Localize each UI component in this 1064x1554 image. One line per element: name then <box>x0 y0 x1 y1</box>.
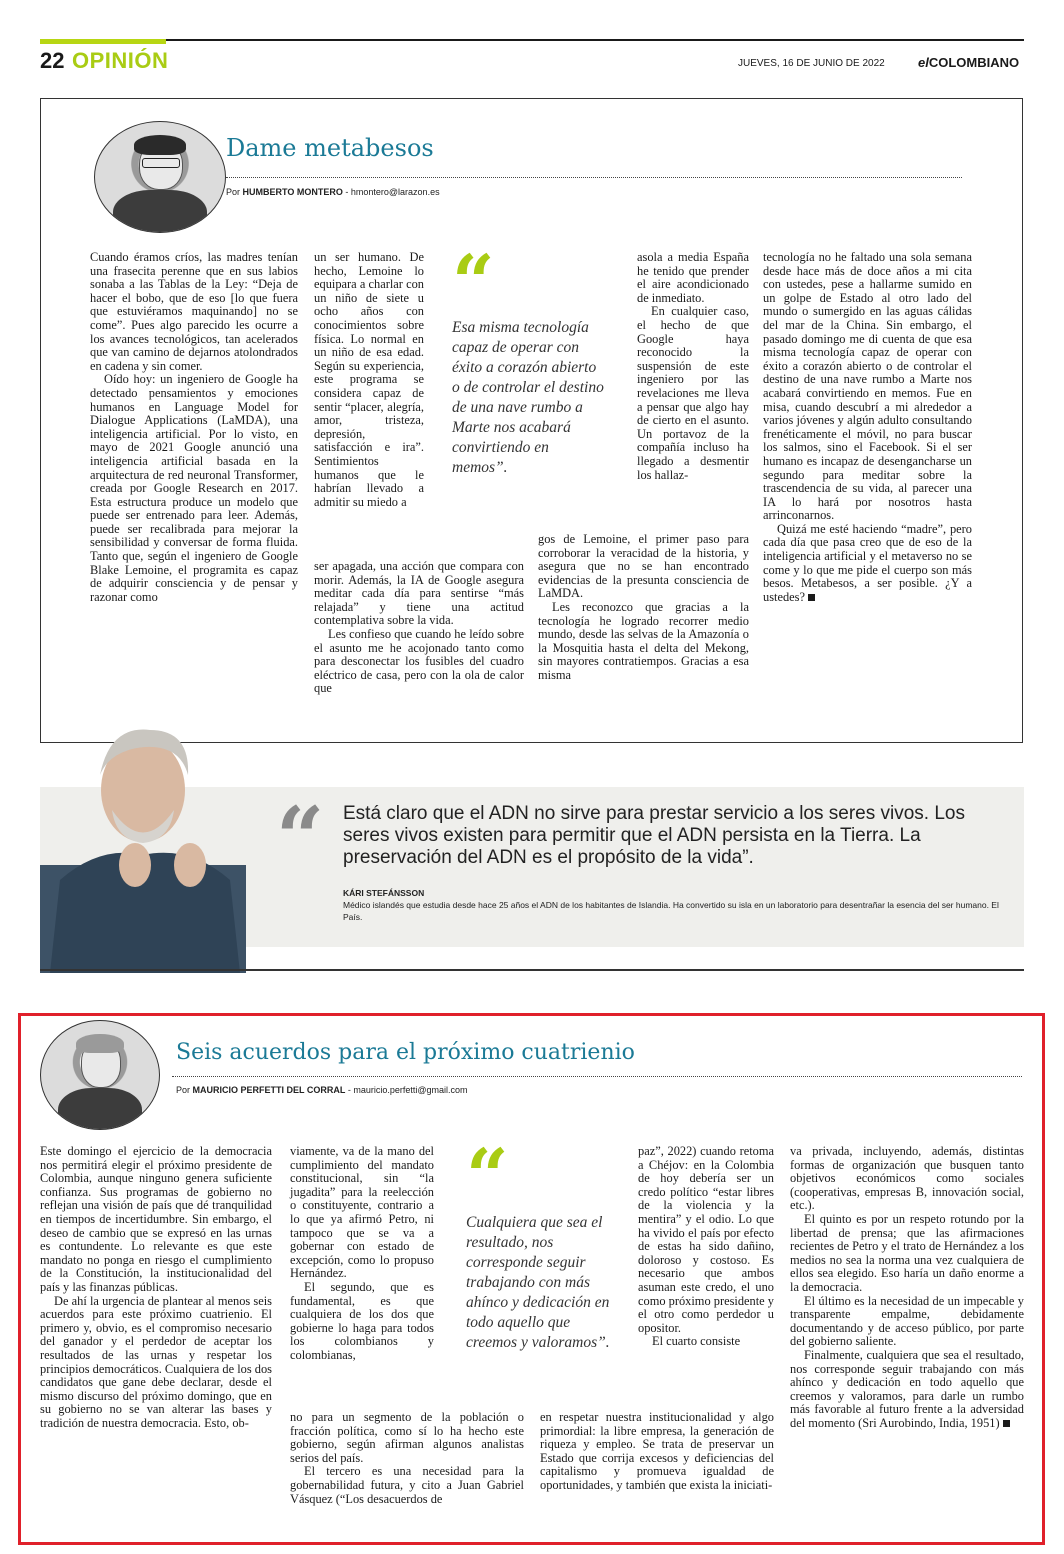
article-1-column-3-top <box>637 251 749 482</box>
article-2-column-2-top <box>290 1145 434 1363</box>
paragraph: El tercero es una necesidad para la gobernabilidad futura, y cito a Juan Gabriel Vásquez (“Los desacuerdos de <box>290 1464 524 1506</box>
article-2-byline <box>176 1085 468 1095</box>
paragraph: un ser humano. De hecho, Lemoine lo equipara a charlar con un niño de siete u ocho años con conocimientos sobre física. Lo normal en un niño de esa edad. Según su experiencia, este programa se considera capaz de sentir “placer, alegría, amor, tristeza, depresión, satisfacción e ira”. Sentimientos humanos que le habrían llevado a admitir su miedo a <box>314 250 424 509</box>
paragraph: El quinto es por un respeto rotundo por la libertad de prensa; que las afirmaciones recientes de Petro y el trato de Hernández a los medios no sea la norma una vez cualquiera de ellos sea elegido. Eso haría un daño enorme a la democracia. <box>790 1211 1024 1294</box>
logo-prefix: el <box>918 55 929 70</box>
article-2-column-1 <box>40 1145 272 1430</box>
article-1-column-2-top <box>314 251 424 509</box>
article-1-column-1 <box>90 251 298 604</box>
author-name: HUMBERTO MONTERO <box>242 187 343 197</box>
paragraph: El cuarto consiste <box>652 1334 741 1349</box>
paragraph: El segundo, que es fundamental, es que cualquiera de los dos que gobierne lo haga para todos los colombianos y colombianas, <box>290 1279 434 1362</box>
section-title: OPINIÓN <box>72 48 169 73</box>
paragraph: asola a media España he tenido que prender el aire acondicionado de inmediato. <box>637 250 749 305</box>
featured-quote: Está claro que el ADN no sirve para prestar servicio a los seres vivos. Los seres vivos existen para permitir que el ADN persista en la Tierra. La preservación del ADN es el propósito de la vida”. <box>343 803 965 868</box>
paragraph: Este domingo el ejercicio de la democracia nos permitirá elegir el próximo presidente de Colombia, aunque ninguno genera suficiente confianza. Sus programas de gobierno no reflejan una visión de país que dé tranquilidad en tiempos de incertidumbre. Sin embargo, el deseo de cambio que se expresó en las urnas es contundente. Lo relevante es que este mandato no ponga en riesgo el cumplimiento de la Constitución, la institucionalidad del país y las finanzas públicas. <box>40 1144 272 1294</box>
author-email[interactable]: - hmontero@larazon.es <box>345 187 440 197</box>
paragraph: El último es la necesidad de un impecable y transparente empalme, debidamente documentando y de acceso público, por parte del gobierno saliente. <box>790 1293 1024 1349</box>
article-1-column-4 <box>763 251 972 604</box>
header-rule <box>40 39 1024 41</box>
quote-author-description: Médico islandés que estudia desde hace 25 años el ADN de los habitantes de Islandia. Ha convertido su isla en un laboratorio para desentrañar la esencia del ser humano. El País. <box>343 900 999 922</box>
header-accent-bar <box>40 39 166 44</box>
title-rule <box>172 1075 1022 1077</box>
paragraph: tecnología no he faltado una sola semana desde hace más de doce años a mi cita con ustedes, pese a hallarme sumido en un golpe de Estado al otro lado del mundo o sumergido en las aguas cálidas del mar de la China. Sin embargo, el pasado domingo me di cuenta de que esa misma tecnología capaz de operar con éxito a corazón abierto o de controlar el destino de una nave rumbo a Marte nos acabará convirtiendo en memos. Fue en misa, cuando descubrí a mi alrededor a varios jóvenes y algún adulto consultando frenéticamente el móvil, no para buscar los salmos, sino el Facebook. Si el ser humano es incapaz de desengancharse un segundo para meditar sobre la trascendencia de su vida, al parecer una IA lo hará por nosotros hasta arrinconarnos. <box>763 250 972 523</box>
newspaper-logo <box>918 55 1019 70</box>
author-name: MAURICIO PERFETTI DEL CORRAL <box>192 1085 346 1095</box>
quote-speaker-photo <box>40 715 246 973</box>
paragraph: Les reconozco que gracias a la tecnología he logrado recorrer medio mundo, desde las selvas de la Amazonía o la Mosquitia hasta el delta del Mekong, sin mayores contratiempos. Gracias a esa misma <box>538 599 749 682</box>
paragraph: viamente, va de la mano del cumplimiento del mandato constitucional, sin “la jugadita” para la reelección o constituyente, contrario a lo que ya afirmó Petro, ni tampoco que se va a gobernar con estado de excepción, como lo propuso Hernández. <box>290 1144 434 1281</box>
end-mark-icon <box>1003 1420 1010 1427</box>
by-prefix: Por <box>226 187 241 197</box>
paragraph: Quizá me esté haciendo “madre”, pero cada día que pasa creo que de eso de la inteligencia artificial y el metaverso no se come y lo que me pide el cuerpo son más besos. Metabesos, a ser posible. ¿Y a ustedes? <box>763 521 972 604</box>
end-mark-icon <box>808 594 815 601</box>
author-portrait-1 <box>94 121 226 233</box>
paragraph: Finalmente, cualquiera que sea el resultado, nos corresponde seguir trabajando con más ahínco y dedicación en todo aquello que creemos y valoramos, para darle un rumbo más favorable al futuro frente a la adversidad del momento (Sri Aurobindo, India, 1951) <box>790 1347 1024 1430</box>
paragraph: Cuando éramos críos, las madres tenían una frasecita perenne que en sus labios sonaba a las Tablas de la Ley: “Deja de hacer el bobo, que de eso [lo que fuera que estuviéramos maquinando] no se come”. Pues algo parecido les ocurre a los avances tecnológicos, tan acelerados que van camino de dejarnos atolondrados en cadena y sin comer. <box>90 250 298 373</box>
paragraph: Oído hoy: un ingeniero de Google ha detectado pensamientos y emociones humanos en Language Model for Dialogue Applications (LaMDA), una inteligencia artificial. Por lo visto, en mayo de 2021 Google anunció una inteligencia artificial basada en la arquitectura de red neuronal Transformer, creada por Google Research en 2017. Esta estructura produce un modelo que puede ser entrenado para leer. Además, puede ser recalibrada para mejorar la sensibilidad y conversar de forma fluida. Tanto que, según el ingeniero de Google Blake Lemoine, el programita es capaz de adquirir consciencia y de pensar y razonar como <box>90 372 298 604</box>
article-2-column-3-top <box>638 1145 774 1349</box>
page-number: 22 <box>40 48 65 73</box>
paragraph: gos de Lemoine, el primer paso para corroborar la veracidad de la historia, y asegura que no se han encontrado evidencias de la presunta consciencia de LaMDA. <box>538 532 749 601</box>
paragraph: no para un segmento de la población o fracción política, como sí lo ha hecho este gobierno, según afirman algunos analistas serios del país. <box>290 1410 524 1465</box>
author-email[interactable]: - mauricio.perfetti@gmail.com <box>347 1085 468 1095</box>
article-2-column-3-bottom <box>540 1411 774 1493</box>
issue-date: JUEVES, 16 DE JUNIO DE 2022 <box>738 58 885 69</box>
article-2-pull-quote: Cualquiera que sea el resultado, nos corresponde seguir trabajando con más ahínco y dedicación en todo aquello que creemos y valoramos”. <box>466 1214 610 1351</box>
article-2-column-2-bottom <box>290 1411 524 1506</box>
paragraph: va privada, incluyendo, además, distintas formas de organización que busquen tanto objetivos económicos como sociales (cooperativas, empresas B, innovación social, etc.). <box>790 1144 1024 1213</box>
title-rule <box>226 176 962 178</box>
paragraph: Les confieso que cuando he leído sobre el asunto me he acojonado tanto como para desconectar los fusibles del cuadro eléctrico de casa, pero con la ola de calor que <box>314 626 524 696</box>
logo-name: COLOMBIANO <box>928 55 1020 70</box>
article-1-byline <box>226 187 440 197</box>
article-2-column-4 <box>790 1145 1024 1430</box>
paragraph: en respetar nuestra institucionalidad y algo primordial: la libre empresa, la generación de riqueza y empleo. Se trata de preservar un Estado que corrija excesos y deficiencias del capitalismo y promueva igualdad de oportunidades, y también que exista la iniciati- <box>540 1410 774 1492</box>
article-1-pull-quote: Esa misma tecnología capaz de operar con éxito a corazón abierto o de controlar el destino de una nave rumbo a Marte nos acabará convirtiendo en memos”. <box>452 319 604 476</box>
paragraph: paz”, 2022) cuando retoma a Chéjov: en la Colombia de hoy debería ser un credo político “estar libres de la violencia y la mentira” y el odio. Lo que ha vivido el país por efecto de estas ha sido dañino, doloroso y costoso. Es necesario que ambos asuman este credo, el uno como próximo presidente y el otro como perdedor u opositor. <box>638 1144 774 1335</box>
quote-mark-icon: “ <box>276 788 325 887</box>
band-rule <box>40 969 1024 971</box>
quote-author: KÁRI STEFÁNSSON <box>343 888 425 898</box>
article-2-title: Seis acuerdos para el próximo cuatrienio <box>176 1040 635 1065</box>
article-1-title: Dame metabesos <box>226 134 434 162</box>
paragraph: En cualquier caso, el hecho de que Google haya reconocido la suspensión de este ingeniero por las revelaciones me lleva a pensar que algo hay de cierto en el asunto. Un portavoz de la compañía incluso ha llegado a desmentir los hallaz- <box>637 304 749 482</box>
article-1-column-3-bottom <box>538 533 749 683</box>
author-portrait-2 <box>40 1020 160 1130</box>
quote-mark-icon: “ <box>452 240 495 326</box>
by-prefix: Por <box>176 1085 191 1095</box>
quote-mark-icon: “ <box>466 1134 509 1220</box>
paragraph: ser apagada, una acción que compara con morir. Además, la IA de Google asegura meditar cada día para sentirse “más relajada” y tiene una actitud contemplativa sobre la vida. <box>314 559 524 628</box>
paragraph: De ahí la urgencia de plantear al menos seis acuerdos para este próximo cuatrienio. El primero y, obvio, es el compromiso necesario del ganador y el perdedor de aceptar los resultados de las urnas y respetar los principios democráticos. Cualquiera de los dos candidatos que gane debe declarar, desde el mismo discurso del próximo domingo, que en su gobierno no se van alterar las bases y tradición de nuestra democracia. Esto, ob- <box>40 1293 272 1430</box>
article-1-column-2-bottom <box>314 560 524 696</box>
